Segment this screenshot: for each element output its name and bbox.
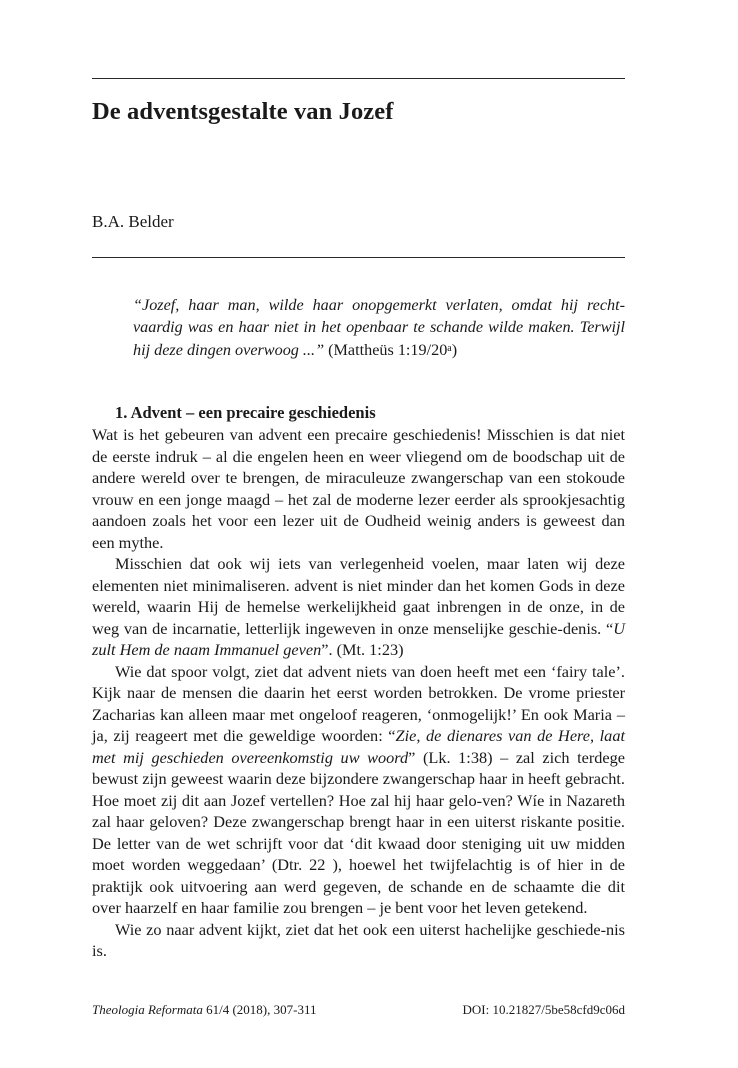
section-heading: 1. Advent – een precaire geschiedenis bbox=[115, 403, 376, 422]
header-rule bbox=[92, 257, 625, 258]
footer-citation bbox=[92, 1002, 316, 1018]
author-name: B.A. Belder bbox=[92, 212, 174, 231]
footer-journal: Theologia Reformata bbox=[92, 1002, 203, 1017]
paragraph-3-text-a: Wie dat spoor volgt, ziet dat advent niets van doen heeft met een ‘fairy tale’. Kijk naar de mensen die daarin het eerst worden betrokken. De vrome priester Zacharias kan alleen maar met ongeloof reageren, ‘onmogelijk!’ En ook Maria – ja, zij reageert met die geweldige woorden: “ bbox=[92, 661, 625, 745]
paragraph-2 bbox=[92, 553, 625, 661]
paragraph-4: Wie zo naar advent kijkt, ziet dat het ook een uiterst hachelijke geschiede-nis is. bbox=[92, 919, 625, 960]
top-rule bbox=[92, 78, 625, 79]
epigraph-line-1: “Jozef, haar man, wilde haar onopgemerkt verlaten, omdat hij recht- bbox=[133, 296, 625, 314]
paragraph-2-text-b: ”. (Mt. 1:23) bbox=[321, 640, 404, 659]
epigraph-line-2: vaardig was en haar niet in het openbaar te schande wilde maken. bbox=[133, 317, 575, 336]
footer-volume: 61/4 (2018), 307-311 bbox=[202, 1002, 317, 1017]
article-title: De adventsgestalte van Jozef bbox=[92, 98, 394, 125]
article-body bbox=[92, 424, 625, 962]
paragraph-3-text-b: ” (Lk. 1:38) – zal zich terdege bewust zijn geweest waarin deze bijzondere zwangerschap haar in heeft gebracht. Hoe moet zij dit aan Jozef vertellen? Hoe zal hij haar gelo-ven? Wíe in Nazareth zal haar geloven? Deze zwangerschap brengt haar in een uiterst riskante positie. De letter van de wet schrijft voor dat ‘dit kwaad door steniging uit uw midden moet worden weggedaan’ (Dtr. 22 ), hoewel het twijfelachtig is of hier in de praktijk ook uitvoering aan werd gegeven, de schande en de schaamte die dit over haarzelf en haar familie zou brengen – je bent voor het leven getekend. bbox=[92, 747, 626, 917]
epigraph-reference-sup: a bbox=[447, 343, 452, 354]
footer-doi: DOI: 10.21827/5be58cfd9c06d bbox=[462, 1002, 625, 1017]
epigraph bbox=[133, 295, 625, 362]
epigraph-line-3: Terwijl hij deze dingen overwoog ...” bbox=[133, 317, 625, 359]
paragraph-3-italic: Zie, de dienares van de Here, laat met mij geschieden overeenkomstig uw woord bbox=[92, 726, 625, 767]
paragraph-2-italic: U zult Hem de naam Immanuel geven bbox=[92, 618, 625, 659]
epigraph-reference: (Mattheüs 1:19/20 bbox=[324, 341, 448, 359]
page-footer bbox=[92, 1002, 625, 1018]
paragraph-3 bbox=[92, 661, 625, 919]
epigraph-reference-end: ) bbox=[451, 341, 458, 359]
paragraph-2-text-a: Misschien dat ook wij iets van verlegenheid voelen, maar laten wij deze elementen niet minimaliseren. advent is niet minder dan het komen Gods in deze wereld, waarin Hij de hemelse werkelijkheid gaat inbrengen in de onze, in de weg van de incarnatie, letterlijk ingeweven in onze menselijke geschie-denis. “ bbox=[92, 554, 625, 638]
paragraph-1: Wat is het gebeuren van advent een precaire geschiedenis! Misschien is dat niet de eerste indruk – al die engelen heen en weer vliegend om de boodschap uit de andere wereld over te brengen, de miraculeuze zwangerschap van een stokoude vrouw en een jonge maagd – het zal de moderne lezer eerder als sprookjesachtig aandoen zoals het voor een lezer uit de Oudheid weinig anders is geweest dan een mythe. bbox=[92, 425, 625, 552]
